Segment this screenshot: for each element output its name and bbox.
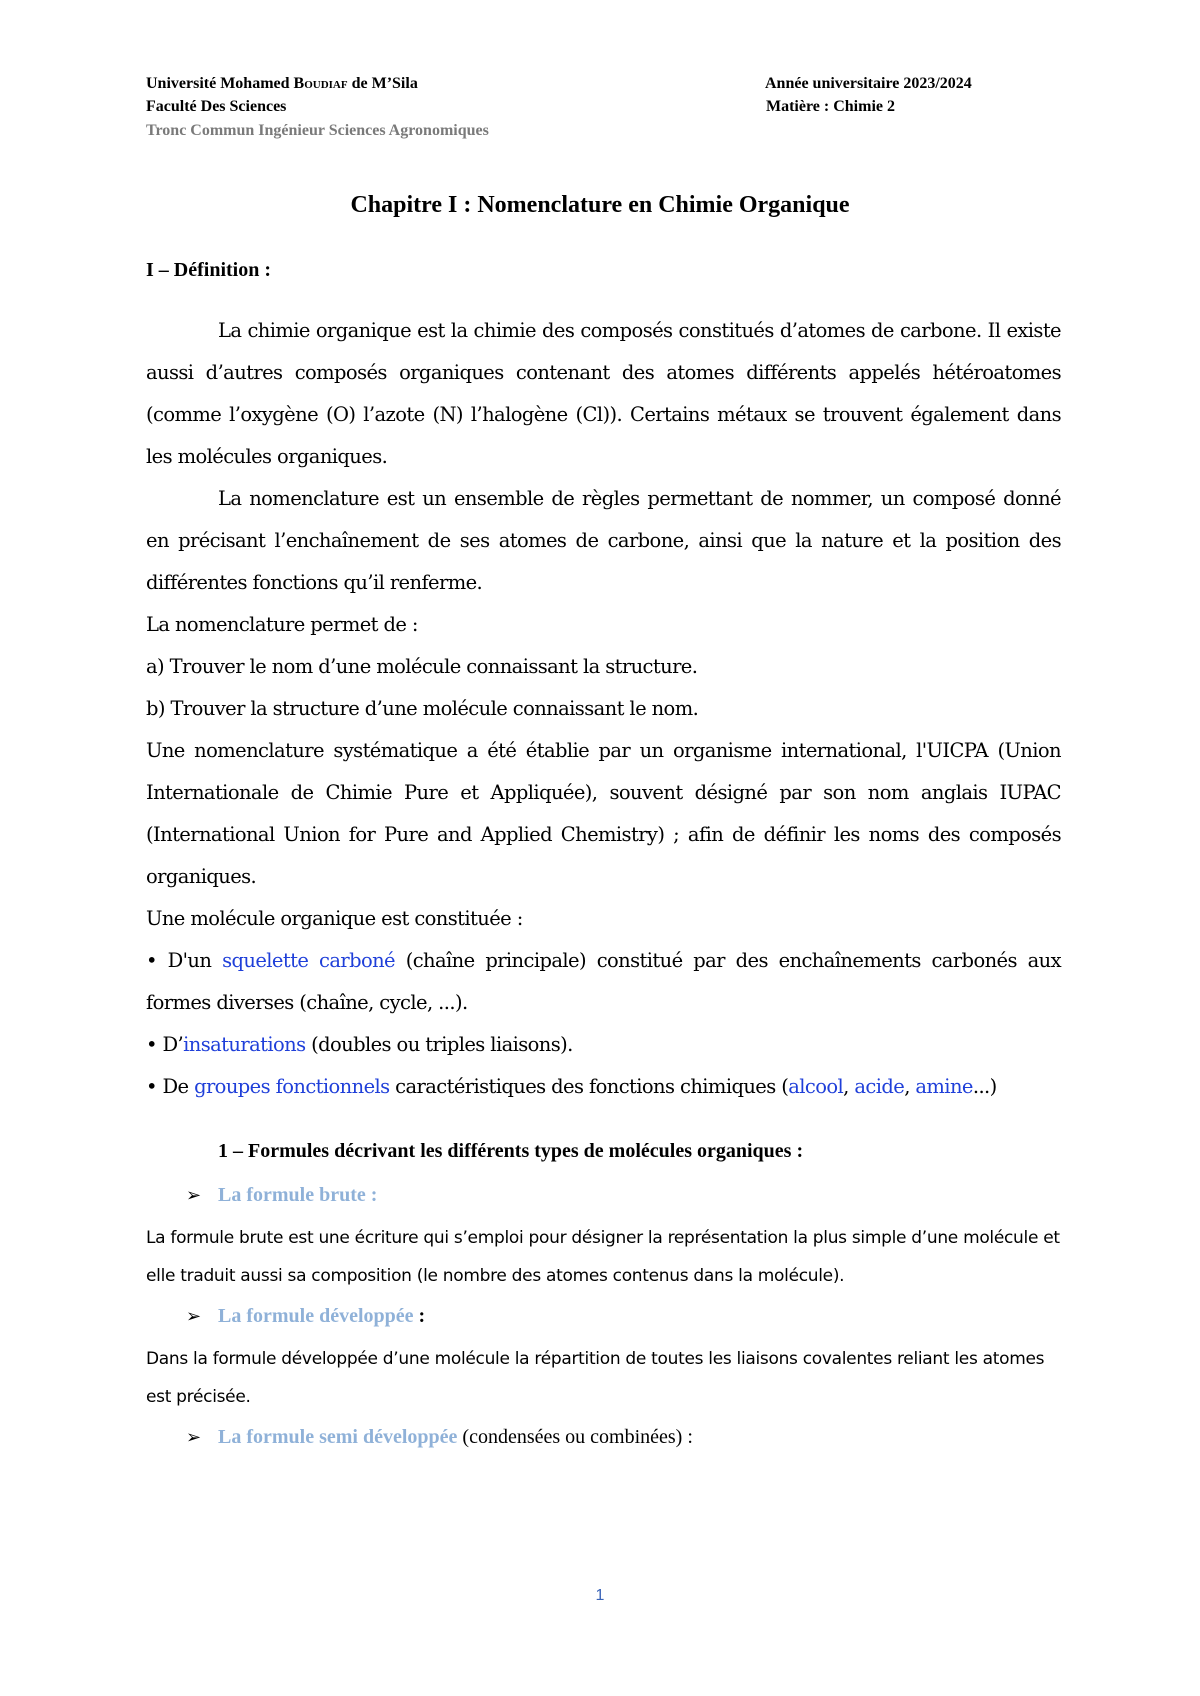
arrow-bullet-icon: ➢ (186, 1427, 202, 1448)
term-alcool: alcool (788, 1075, 844, 1098)
header-year: Année universitaire 2023/2024 (765, 75, 972, 92)
header-university: Université Mohamed Boudiaf de M’Sila (146, 75, 418, 92)
bullet-groupes: • De groupes fonctionnels caractéristiques des fonctions chimiques (alcool, acide, amine...) (146, 1075, 997, 1098)
paragraph-definition: La chimie organique est la chimie des composés constitués d’atomes de carbone. Il existe aussi d’autres composés organiques contenant des atomes différents appelés hétéroatomes (comme l’oxygène (O) l’azote (N) l’halogène (Cl)). Certains métaux se trouvent également dans les molécules organiques. (146, 319, 1061, 468)
header-program: Tronc Commun Ingénieur Sciences Agronomiques (146, 122, 489, 139)
header-subject: Matière : Chimie 2 (766, 98, 895, 115)
subsection-heading: 1 – Formules décrivant les différents types de molécules organiques : (218, 1140, 804, 1162)
paragraph-iupac: Une nomenclature systématique a été établie par un organisme international, l'UICPA (Union Internationale de Chimie Pure et Appliquée), souvent désigné par son nom anglais IUPAC (International Union for Pure and Applied Chemistry) ; afin de définir les noms des composés organiques. (146, 739, 1061, 888)
formula-developpee-text: Dans la formule développée d’une molécule la répartition de toutes les liaisons covalentes reliant les atomes est précisée. (146, 1349, 1045, 1407)
list-item-a: a) Trouver le nom d’une molécule connaissant la structure. (146, 655, 698, 678)
header-faculty: Faculté Des Sciences (146, 98, 287, 115)
section-heading: I – Définition : (146, 259, 271, 281)
arrow-bullet-icon: ➢ (186, 1185, 202, 1206)
chapter-title: Chapitre I : Nomenclature en Chimie Organique (350, 192, 850, 218)
formula-brute-heading: ➢ La formule brute : (186, 1184, 378, 1206)
term-insaturations: insaturations (183, 1033, 306, 1056)
term-acide: acide (854, 1075, 905, 1098)
formula-brute-text: La formule brute est une écriture qui s’emploi pour désigner la représentation la plus simple d’une molécule et elle traduit aussi sa composition (le nombre des atomes contenus dans la molécule). (146, 1228, 1060, 1286)
formula-developpee-heading: ➢ La formule développée : (186, 1305, 426, 1327)
bullet-insaturations: • D’insaturations (doubles ou triples liaisons). (146, 1033, 573, 1056)
term-amine: amine (915, 1075, 973, 1098)
term-groupes-fonctionnels: groupes fonctionnels (194, 1075, 390, 1098)
term-squelette-carbone: squelette carboné (222, 949, 395, 972)
arrow-bullet-icon: ➢ (186, 1306, 202, 1327)
list-item-b: b) Trouver la structure d’une molécule connaissant le nom. (146, 697, 699, 720)
page-number: 1 (595, 1587, 605, 1604)
line-constituee: Une molécule organique est constituée : (146, 907, 523, 930)
bullet-squelette: • D'un squelette carboné (chaîne principale) constitué par des enchaînements carbonés aux formes diverses (chaîne, cycle, ...). (146, 949, 1062, 1014)
paragraph-nomenclature: La nomenclature est un ensemble de règles permettant de nommer, un composé donné en précisant l’enchaînement de ses atomes de carbone, ainsi que la nature et la position des différentes fonctions qu’il renferme. (146, 487, 1061, 594)
formula-semi-developpee-heading: ➢ La formule semi développée (condensées ou combinées) : (186, 1426, 693, 1448)
line-permet: La nomenclature permet de : (146, 613, 418, 636)
